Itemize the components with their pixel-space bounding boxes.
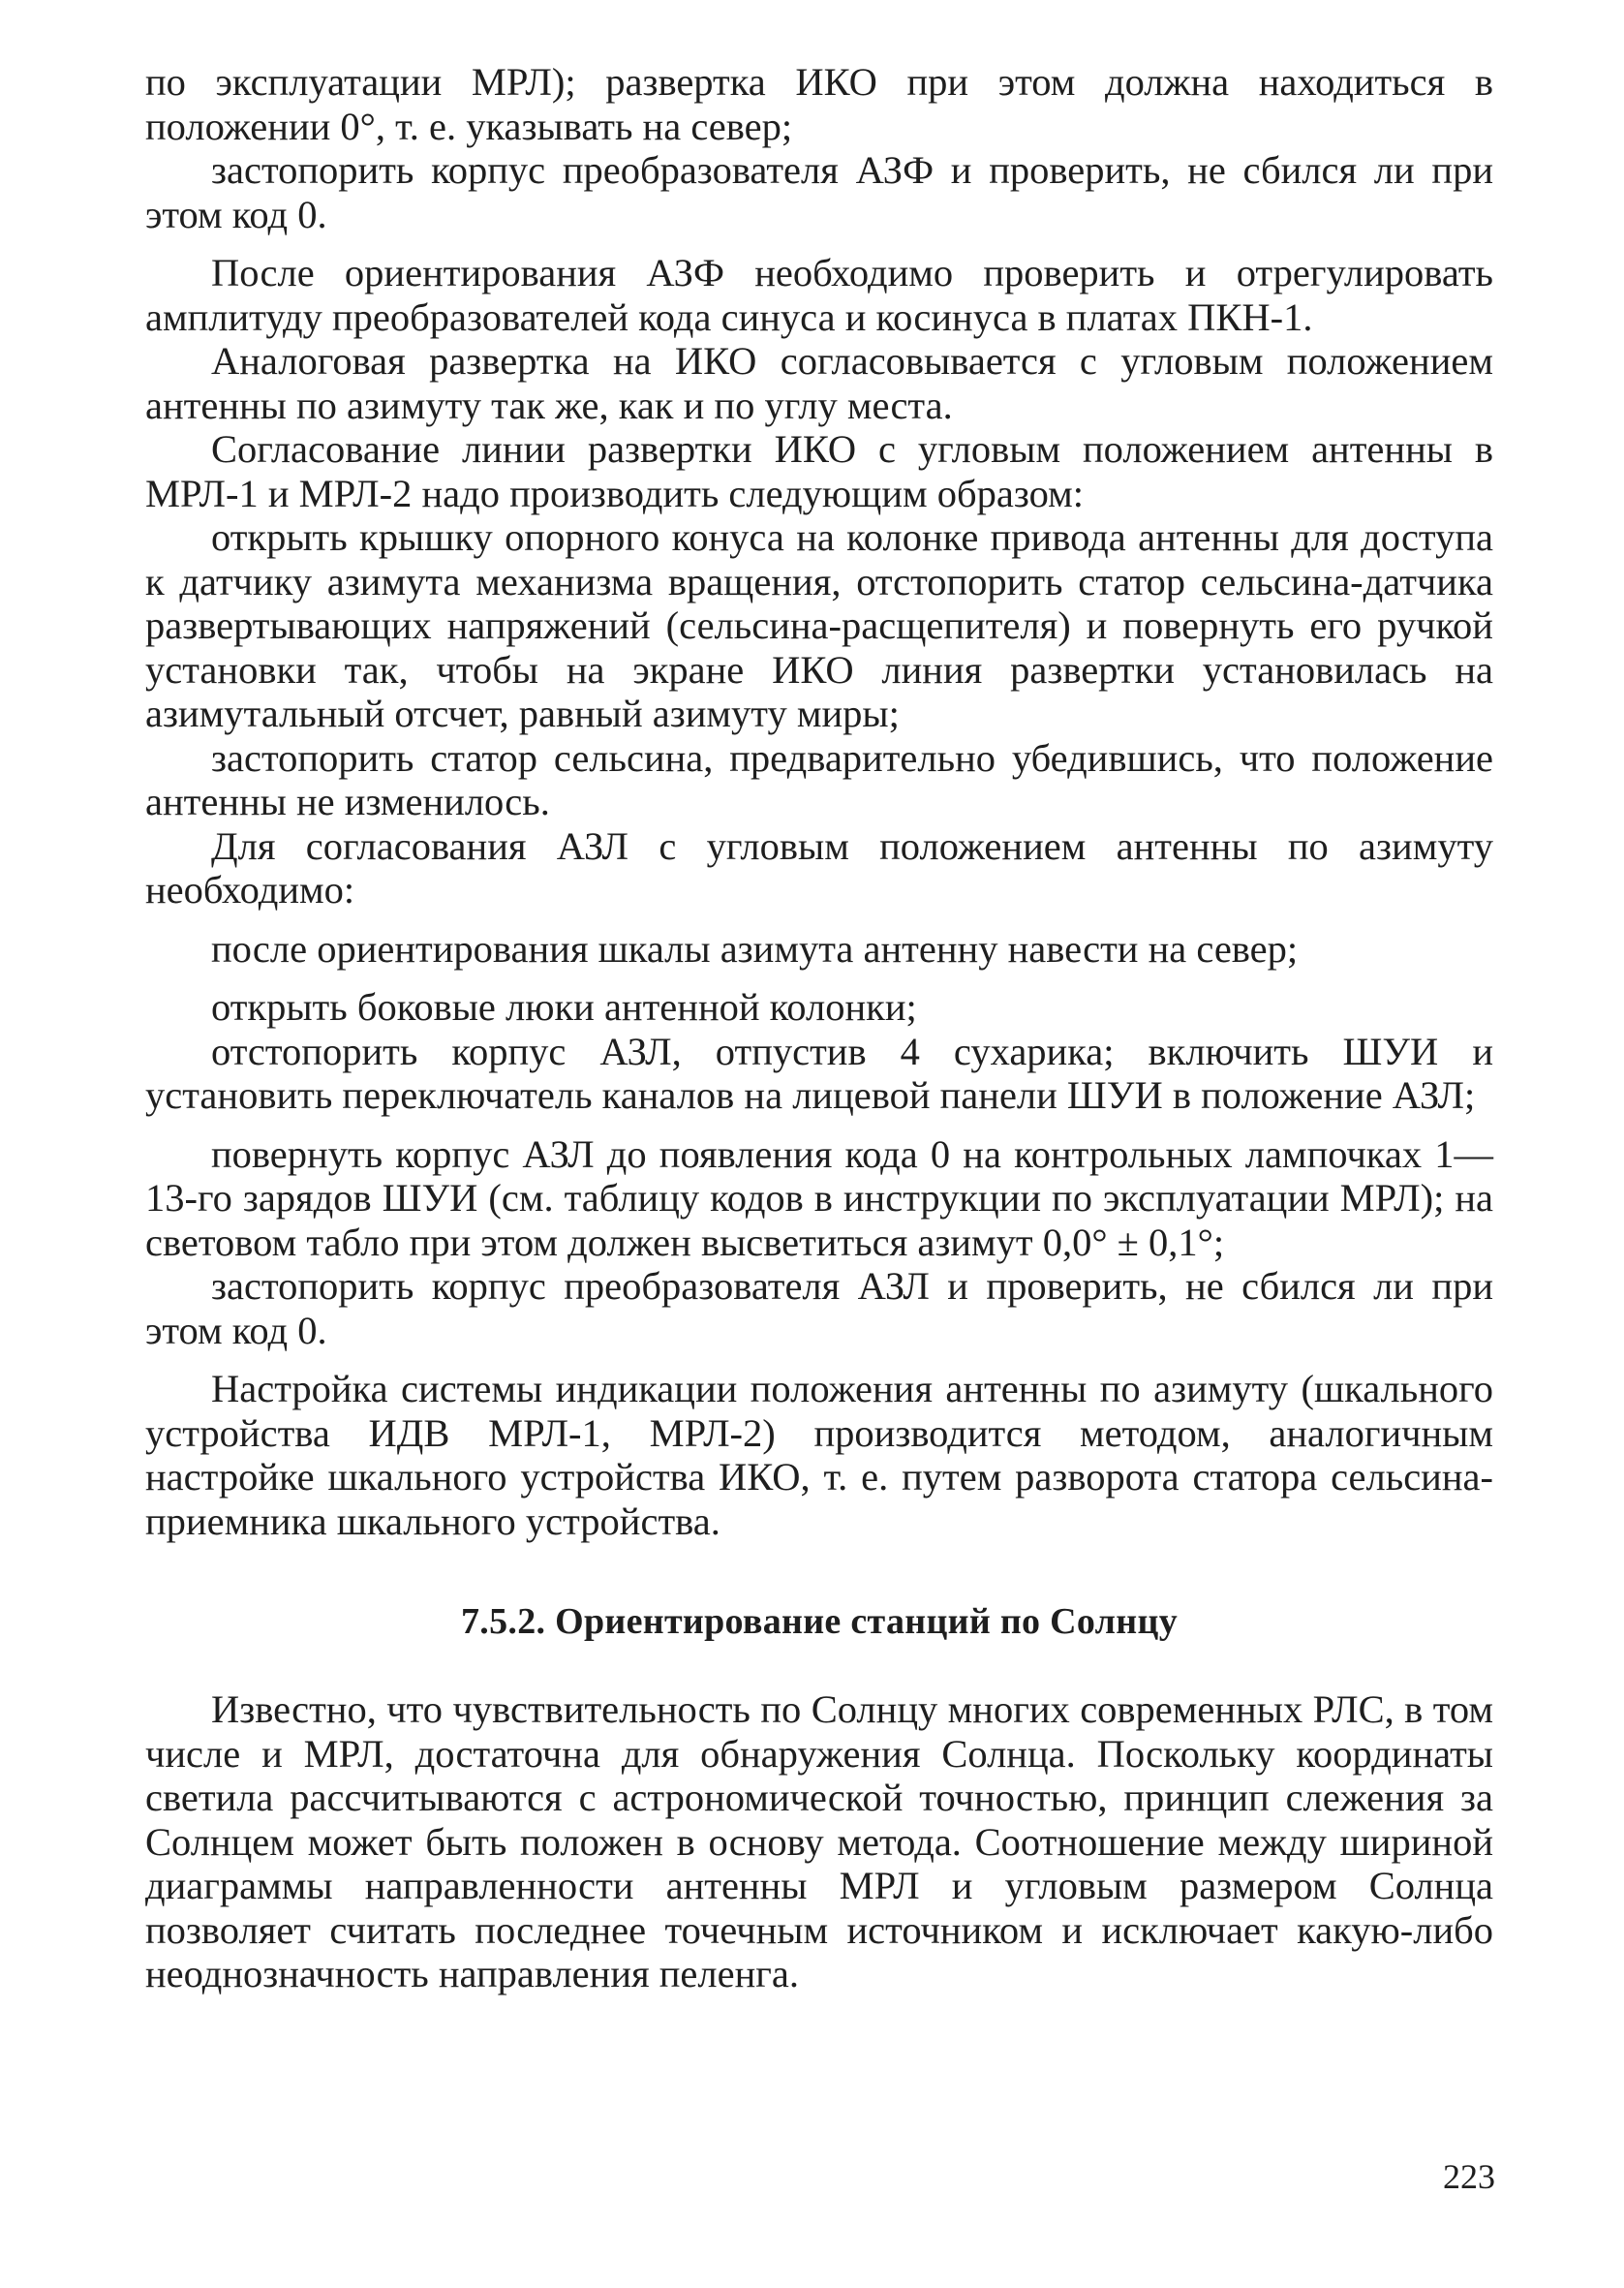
paragraph: Для согласования АЗЛ с угловым положением антенны по азимуту необходимо: [145, 823, 1493, 912]
paragraph: Аналоговая развертка на ИКО согласовывается с угловым положением антенны по азимуту так же, как и по углу места. [145, 339, 1493, 427]
paragraph: после ориентирования шкалы азимута антенну навести на север; [211, 926, 1299, 971]
paragraph: повернуть корпус АЗЛ до появления кода 0 на контрольных лампочках 1—13-го зарядов ШУИ (см. таблицу кодов в инструкции по эксплуатации МРЛ); на световом табло при этом должен высветиться азимут 0,0° ± 0,1°; [145, 1131, 1493, 1264]
paragraph: застопорить корпус преобразователя АЗЛ и проверить, не сбился ли при этом код 0. [145, 1264, 1493, 1352]
body-text-lower [145, 1687, 1493, 1996]
paragraph: Настройка системы индикации положения антенны по азимуту (шкального устройства ИДВ МРЛ-1, МРЛ-2) производится методом, аналогичным настройке шкального устройства ИКО, т. е. путем разворота статора сельсина-приемника шкального устройства. [145, 1367, 1493, 1543]
paragraph: застопорить корпус преобразователя АЗФ и проверить, не сбился ли при этом код 0. [145, 148, 1493, 236]
paragraph: застопорить статор сельсина, предварительно убедившись, что положение антенны не изменилось. [145, 735, 1493, 823]
paragraph: Согласование линии развертки ИКО с угловым положением антенны в МРЛ-1 и МРЛ-2 надо производить следующим образом: [145, 427, 1493, 515]
section-heading: 7.5.2. Ориентирование станций по Солнцу [461, 1601, 1178, 1642]
book-page [145, 60, 1493, 1996]
paragraph: отстопорить корпус АЗЛ, отпустив 4 сухарика; включить ШУИ и установить переключатель каналов на лицевой панели ШУИ в положение АЗЛ; [145, 1029, 1493, 1117]
paragraph: Известно, что чувствительность по Солнцу многих современных РЛС, в том числе и МРЛ, достаточна для обнаружения Солнца. Поскольку координаты светила рассчитываются с астрономической точностью, принцип слежения за Солнцем может быть положен в основу метода. Соотношение между шириной диаграммы направленности антенны МРЛ и угловым размером Солнца позволяет считать последнее точечным источником и исключает какую-либо неоднозначность направления пеленга. [145, 1687, 1493, 1995]
body-text-upper [145, 60, 1493, 1543]
paragraph: После ориентирования АЗФ необходимо проверить и отрегулировать амплитуду преобразователей кода синуса и косинуса в платах ПКН-1. [145, 251, 1493, 339]
page-number: 223 [1443, 2157, 1495, 2196]
paragraph: открыть крышку опорного конуса на колонке привода антенны для доступа к датчику азимута механизма вращения, отстопорить статор сельсина-датчика развертывающих напряжений (сельсина-расщепителя) и повернуть его ручкой установки так, чтобы на экране ИКО линия развертки установилась на азимутальный отсчет, равный азимуту миры; [145, 515, 1493, 735]
paragraph: по эксплуатации МРЛ); развертка ИКО при этом должна находиться в положении 0°, т. е. указывать на север; [145, 60, 1493, 148]
paragraph: открыть боковые люки антенной колонки; [211, 985, 917, 1029]
